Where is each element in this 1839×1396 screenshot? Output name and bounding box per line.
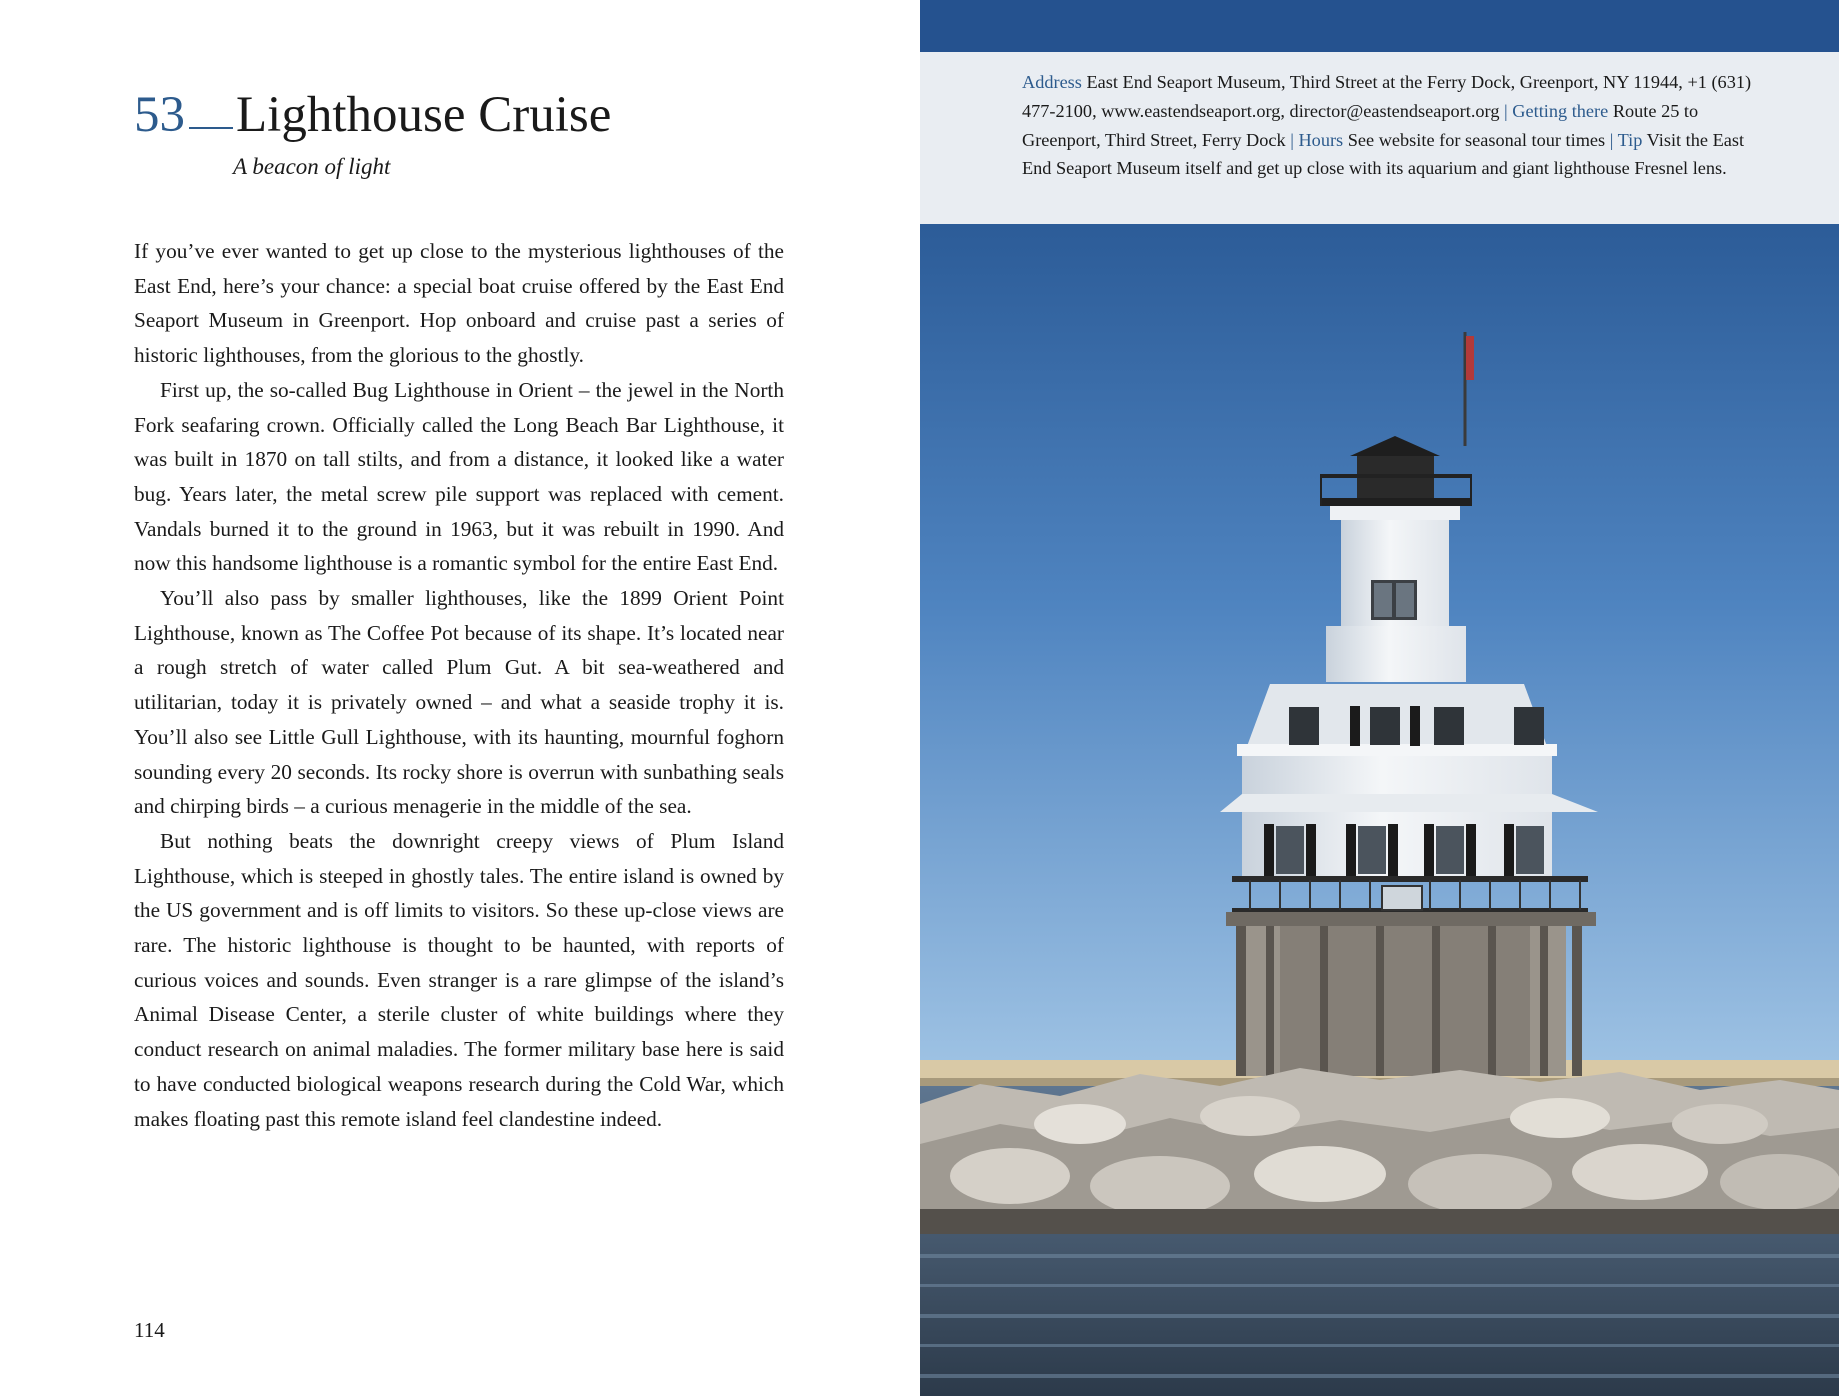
paragraph-2: First up, the so-called Bug Lighthouse in Orient – the jewel in the North Fork seafaring crown. Officially called the Long Beach Bar Lighthouse, it was built in 1870 on tall stilts, and from a distance, it looked like a water bug. Years later, the metal screw pile support was replaced with cement. Vandals burned it to the ground in 1963, but it was rebuilt in 1990. And now this handsome lighthouse is a romantic symbol for the entire East End. [134, 377, 784, 576]
tip-label: Tip [1617, 129, 1643, 150]
chapter-number: 53 [134, 87, 185, 143]
sky-band [920, 0, 1839, 52]
lighthouse-photo [920, 224, 1839, 1396]
chapter-title: Lighthouse Cruise [236, 87, 612, 143]
right-page [920, 0, 1839, 1396]
hours-text: See website for seasonal tour times [1347, 129, 1606, 150]
address-label: Address [1022, 72, 1082, 92]
paragraph-3: You’ll also pass by smaller lighthouses, like the 1899 Orient Point Lighthouse, known as The Coffee Pot because of its shape. It’s located near a rough stretch of water called Plum Gut. A bit sea-weathered and utilitarian, today it is privately owned – and what a seaside trophy it is. You’ll also see Little Gull Lighthouse, with its haunting, mournful foghorn sounding every 20 seconds. Its rocky shore is overrun with sunbathing seals and chirping birds – a curious menagerie in the middle of the sea. [134, 586, 784, 819]
lantern-room [1357, 456, 1434, 502]
paragraph-1: If you’ve ever wanted to get up close to the mysterious lighthouses of the East End, here’s your chance: a special boat cruise offered by the East End Seaport Museum in Greenport. Hop onboard and cruise past a series of historic lighthouses, from the glorious to the ghostly. [134, 239, 784, 368]
info-box [920, 52, 1839, 224]
chapter-rule [189, 127, 233, 129]
hours-label: Hours [1298, 129, 1344, 150]
chapter-heading [134, 87, 612, 143]
paragraph-4: But nothing beats the downright creepy views of Plum Island Lighthouse, which is steeped in ghostly tales. The entire island is owned by the US government and is off limits to visitors. So these up-close views are rare. The historic lighthouse is thought to be haunted, with reports of curious voices and sounds. Even stranger is a rare glimpse of the island’s Animal Disease Center, a sterile cluster of white buildings where they conduct research on animal maladies. The former military base here is said to have conducted biological weapons research during the Cold War, which makes floating past this remote island feel clandestine indeed. [134, 828, 784, 1131]
separator: | [1290, 129, 1294, 150]
separator: | [1504, 100, 1508, 121]
flag [1466, 336, 1474, 380]
getting-there-label: Getting there [1512, 100, 1609, 121]
balcony-railing [1232, 876, 1588, 882]
getting-there-text: Route 25 to Greenport, Third Street, Ferry Dock [1022, 100, 1699, 150]
chapter-subtitle: A beacon of light [233, 154, 391, 179]
separator: | [1609, 129, 1614, 150]
info-text [1022, 68, 1777, 183]
deck [1226, 912, 1596, 926]
page-number: 114 [134, 1318, 165, 1342]
lighthouse-illustration [920, 224, 1839, 1396]
tip-text: Visit the East End Seaport Museum itself and get up close with its aquarium and giant lighthouse Fresnel lens. [1022, 129, 1745, 179]
article-body [134, 234, 784, 1136]
address-text: East End Seaport Museum, Third Street at the Ferry Dock, Greenport, NY 11944, +1 (631) 477-2100, www.eastendseaport.org, director@eastendseaport.org [1022, 72, 1752, 121]
